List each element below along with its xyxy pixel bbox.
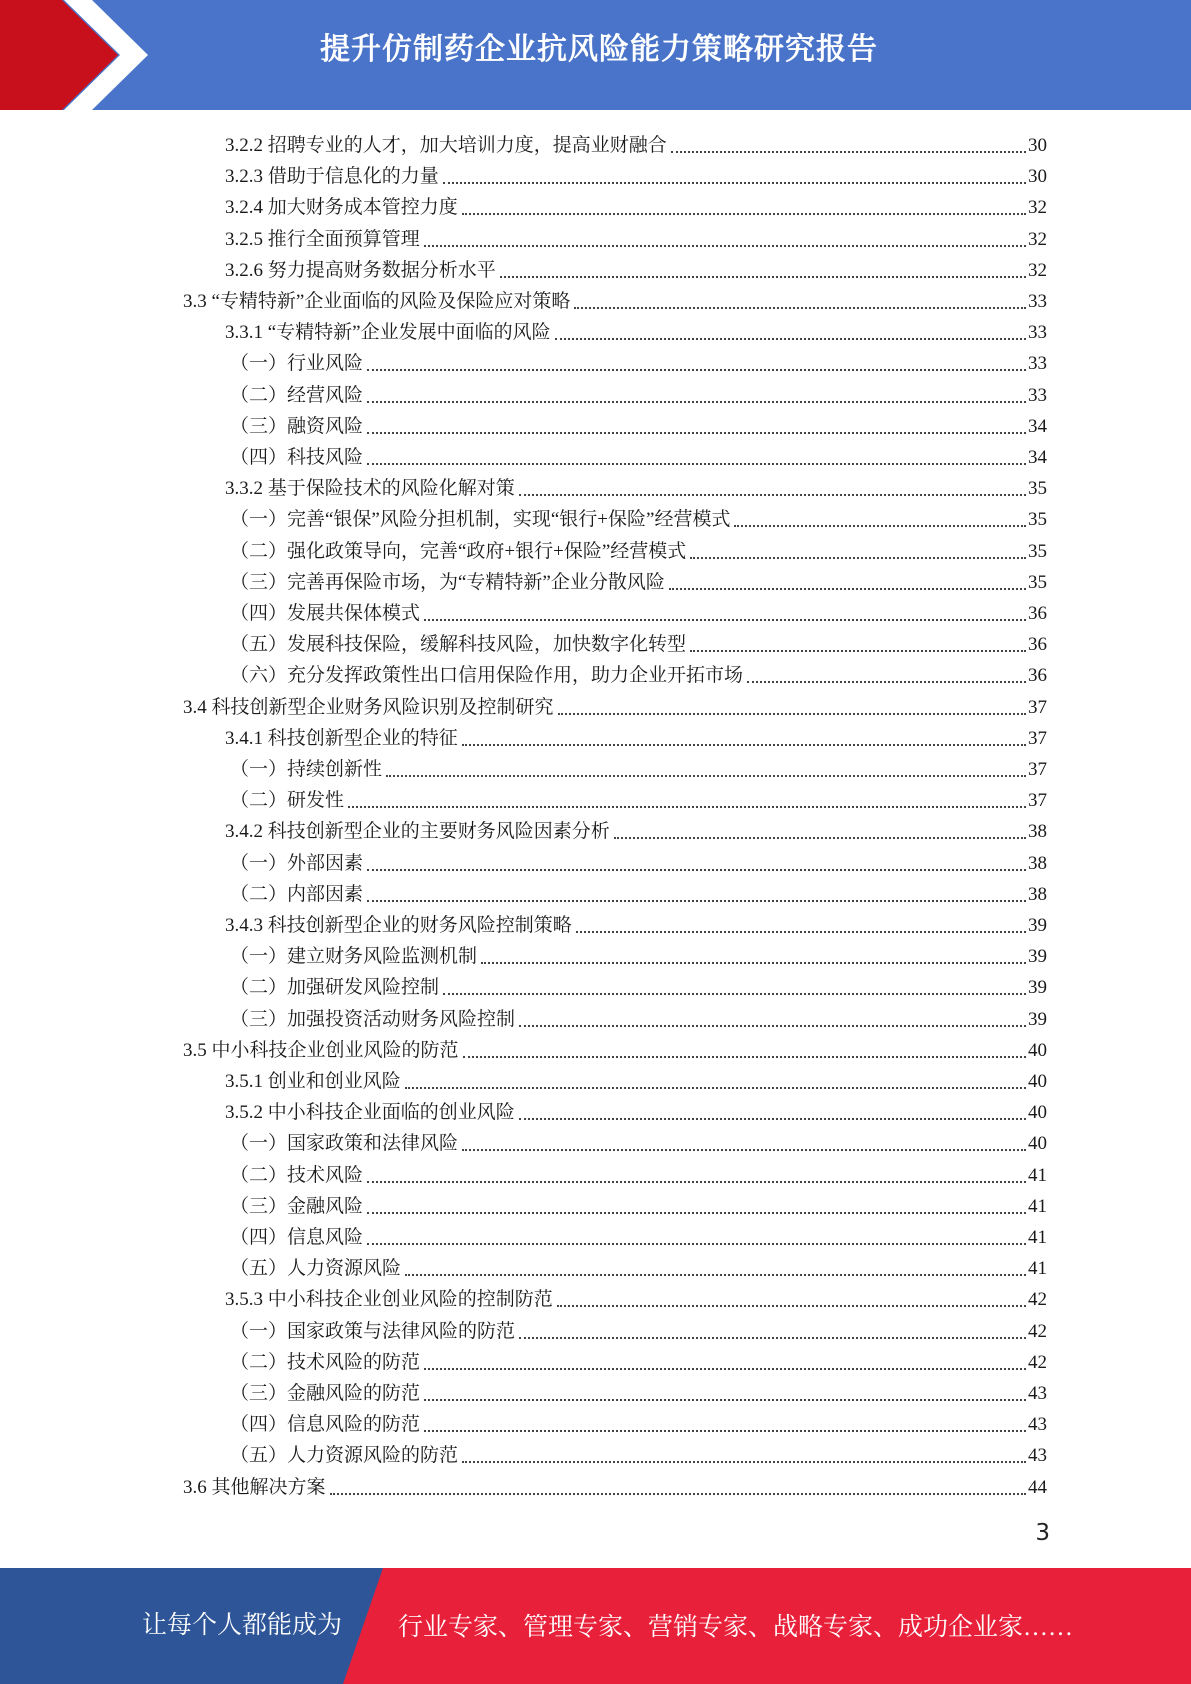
toc-entry-page: 38 [1028,884,1047,905]
toc-dot-leader [576,931,1026,933]
toc-dot-leader [405,1274,1026,1276]
toc-entry-page: 32 [1028,197,1047,218]
toc-entry[interactable] [230,846,1047,877]
toc-entry-page: 38 [1028,821,1047,842]
toc-entry[interactable] [225,1095,1047,1126]
toc-dot-leader [424,1399,1026,1401]
toc-entry-page: 39 [1028,915,1047,936]
toc-entry[interactable] [225,1282,1047,1313]
toc-dot-leader [367,432,1026,434]
toc-entry-title: 3.5.1 创业和创业风险 [225,1071,401,1092]
toc-entry[interactable] [225,471,1047,502]
toc-dot-leader [481,962,1026,964]
toc-entry[interactable] [225,908,1047,939]
toc-entry-page: 38 [1028,853,1047,874]
toc-entry[interactable] [183,1033,1047,1064]
toc-dot-leader [555,338,1026,340]
toc-entry-title: 3.3 “专精特新”企业面临的风险及保险应对策略 [183,291,571,312]
toc-entry[interactable] [225,128,1047,159]
toc-entry[interactable] [230,1158,1047,1189]
toc-entry-page: 40 [1028,1133,1047,1154]
toc-entry-page: 37 [1028,728,1047,749]
toc-dot-leader [690,650,1026,652]
toc-entry-title: （一）完善“银保”风险分担机制，实现“银行+保险”经营模式 [230,509,731,530]
toc-entry-page: 35 [1028,541,1047,562]
toc-entry-title: （二）研发性 [230,790,345,811]
toc-entry-title: （一）建立财务风险监测机制 [230,946,478,967]
toc-dot-leader [367,401,1026,403]
toc-entry[interactable] [230,939,1047,970]
toc-entry-title: （三）融资风险 [230,416,364,437]
toc-dot-leader [348,806,1026,808]
toc-entry-page: 35 [1028,572,1047,593]
toc-entry[interactable] [230,1189,1047,1220]
toc-entry-title: 3.5.2 中小科技企业面临的创业风险 [225,1102,515,1123]
toc-entry-page: 40 [1028,1071,1047,1092]
toc-entry-title: 3.3.1 “专精特新”企业发展中面临的风险 [225,322,551,343]
toc-dot-leader [614,837,1026,839]
toc-dot-leader [367,1243,1026,1245]
toc-entry-page: 33 [1028,353,1047,374]
toc-dot-leader [671,151,1026,153]
toc-entry-page: 30 [1028,135,1047,156]
toc-entry-page: 43 [1028,1383,1047,1404]
toc-entry-title: （三）金融风险的防范 [230,1383,421,1404]
toc-entry-title: （一）国家政策和法律风险 [230,1133,459,1154]
page-number: 3 [1035,1520,1050,1546]
toc-entry-title: 3.5.3 中小科技企业创业风险的控制防范 [225,1289,553,1310]
toc-entry[interactable] [230,1438,1047,1469]
toc-entry-title: （四）科技风险 [230,447,364,468]
toc-entry[interactable] [230,534,1047,565]
toc-entry-title: 3.2.4 加大财务成本管控力度 [225,197,458,218]
toc-dot-leader [330,1493,1026,1495]
toc-entry-page: 39 [1028,977,1047,998]
toc-entry[interactable] [230,1376,1047,1407]
toc-entry-page: 32 [1028,260,1047,281]
toc-dot-leader [463,1056,1026,1058]
toc-dot-leader [462,1149,1026,1151]
toc-entry[interactable] [230,752,1047,783]
toc-entry-title: （三）加强投资活动财务风险控制 [230,1009,516,1030]
toc-entry[interactable] [230,1407,1047,1438]
toc-dot-leader [462,744,1026,746]
toc-entry-title: （五）人力资源风险 [230,1258,402,1279]
footer-slogan-left: 让每个人都能成为 [142,1612,343,1639]
toc-entry-title: 3.4 科技创新型企业财务风险识别及控制研究 [183,697,554,718]
toc-dot-leader [669,588,1026,590]
toc-dot-leader [367,869,1026,871]
toc-entry-title: 3.4.3 科技创新型企业的财务风险控制策略 [225,915,572,936]
toc-entry-page: 33 [1028,385,1047,406]
toc-entry[interactable] [183,284,1047,315]
toc-entry-page: 37 [1028,759,1047,780]
toc-entry-page: 37 [1028,697,1047,718]
toc-entry-title: 3.4.1 科技创新型企业的特征 [225,728,458,749]
toc-entry[interactable] [230,1220,1047,1251]
toc-dot-leader [424,1368,1026,1370]
toc-entry[interactable] [230,1002,1047,1033]
toc-dot-leader [557,1305,1026,1307]
toc-entry[interactable] [230,378,1047,409]
toc-dot-leader [424,619,1026,621]
toc-entry-title: （四）发展共保体模式 [230,603,421,624]
toc-entry-page: 37 [1028,790,1047,811]
toc-entry-page: 34 [1028,447,1047,468]
toc-entry[interactable] [225,190,1047,221]
toc-dot-leader [519,1025,1026,1027]
toc-entry-page: 30 [1028,166,1047,187]
toc-dot-leader [443,993,1026,995]
toc-entry-title: （五）人力资源风险的防范 [230,1445,459,1466]
toc-dot-leader [367,900,1026,902]
toc-dot-leader [558,713,1026,715]
toc-entry-page: 35 [1028,478,1047,499]
toc-entry[interactable] [230,783,1047,814]
toc-entry-title: （五）发展科技保险，缓解科技风险，加快数字化转型 [230,634,687,655]
toc-entry-page: 36 [1028,603,1047,624]
toc-entry-title: 3.2.6 努力提高财务数据分析水平 [225,260,496,281]
toc-entry[interactable] [230,1314,1047,1345]
toc-entry-page: 33 [1028,322,1047,343]
toc-entry-title: （四）信息风险 [230,1227,364,1248]
toc-entry-page: 43 [1028,1445,1047,1466]
toc-entry-title: （四）信息风险的防范 [230,1414,421,1435]
toc-dot-leader [367,1212,1026,1214]
toc-dot-leader [367,1181,1026,1183]
toc-entry-title: （二）技术风险 [230,1165,364,1186]
toc-entry[interactable] [225,253,1047,284]
toc-entry-title: （二）强化政策导向，完善“政府+银行+保险”经营模式 [230,541,687,562]
toc-entry[interactable] [230,596,1047,627]
toc-entry[interactable] [230,1251,1047,1282]
toc-entry-page: 42 [1028,1289,1047,1310]
toc-dot-leader [367,369,1026,371]
toc-entry[interactable] [230,627,1047,658]
toc-entry-page: 32 [1028,229,1047,250]
toc-dot-leader [462,213,1026,215]
toc-entry-page: 36 [1028,665,1047,686]
header-arrow-decoration [0,0,160,110]
footer-slogan-right: 行业专家、管理专家、营销专家、战略专家、成功企业家…… [398,1614,1074,1641]
toc-dot-leader [386,775,1026,777]
toc-dot-leader [519,1118,1026,1120]
toc-entry-title: 3.2.5 推行全面预算管理 [225,229,420,250]
toc-entry-title: （二）加强研发风险控制 [230,977,440,998]
toc-dot-leader [405,1087,1026,1089]
toc-entry-title: （六）充分发挥政策性出口信用保险作用，助力企业开拓市场 [230,665,744,686]
toc-entry-title: 3.5 中小科技企业创业风险的防范 [183,1040,459,1061]
toc-entry-title: （一）外部因素 [230,853,364,874]
toc-entry[interactable] [230,970,1047,1001]
toc-entry[interactable] [230,565,1047,596]
toc-entry[interactable] [225,814,1047,845]
toc-entry-page: 36 [1028,634,1047,655]
toc-entry-page: 41 [1028,1165,1047,1186]
toc-entry[interactable] [230,658,1047,689]
toc-entry-title: 3.2.3 借助于信息化的力量 [225,166,439,187]
toc-entry-page: 35 [1028,509,1047,530]
toc-entry-page: 43 [1028,1414,1047,1435]
toc-entry[interactable] [230,1126,1047,1157]
toc-dot-leader [747,681,1026,683]
toc-entry-title: （二）内部因素 [230,884,364,905]
toc-dot-leader [519,494,1026,496]
page-footer [0,1568,1191,1684]
toc-entry-title: （一）国家政策与法律风险的防范 [230,1321,516,1342]
toc-dot-leader [443,182,1026,184]
toc-entry-page: 33 [1028,291,1047,312]
toc-dot-leader [424,245,1026,247]
toc-dot-leader [500,276,1026,278]
toc-entry-title: （一）持续创新性 [230,759,383,780]
toc-entry-page: 42 [1028,1321,1047,1342]
toc-entry-page: 40 [1028,1040,1047,1061]
toc-entry-title: （一）行业风险 [230,353,364,374]
toc-entry-page: 44 [1028,1477,1047,1498]
toc-entry-title: （三）金融风险 [230,1196,364,1217]
toc-entry-title: （二）经营风险 [230,385,364,406]
toc-dot-leader [690,557,1026,559]
toc-entry[interactable] [183,690,1047,721]
toc-entry[interactable] [230,877,1047,908]
toc-dot-leader [574,307,1026,309]
toc-entry[interactable] [225,315,1047,346]
toc-entry-page: 39 [1028,946,1047,967]
toc-entry[interactable] [183,1470,1047,1501]
toc-entry-title: 3.4.2 科技创新型企业的主要财务风险因素分析 [225,821,610,842]
toc-entry[interactable] [225,222,1047,253]
toc-entry-title: 3.3.2 基于保险技术的风险化解对策 [225,478,515,499]
toc-entry-title: 3.2.2 招聘专业的人才，加大培训力度，提高业财融合 [225,135,667,156]
toc-dot-leader [367,463,1026,465]
toc-dot-leader [462,1461,1026,1463]
toc-entry[interactable] [230,502,1047,533]
toc-entry-title: （二）技术风险的防范 [230,1352,421,1373]
toc-entry-page: 41 [1028,1227,1047,1248]
toc-entry-page: 41 [1028,1258,1047,1279]
toc-dot-leader [424,1430,1026,1432]
toc-entry-page: 41 [1028,1196,1047,1217]
toc-entry-title: （三）完善再保险市场，为“专精特新”企业分散风险 [230,572,665,593]
toc-entry-page: 40 [1028,1102,1047,1123]
toc-entry[interactable] [225,1064,1047,1095]
toc-dot-leader [734,525,1026,527]
toc-entry[interactable] [225,721,1047,752]
toc-entry-page: 39 [1028,1009,1047,1030]
document-title: 提升仿制药企业抗风险能力策略研究报告 [320,32,878,67]
toc-entry[interactable] [225,159,1047,190]
toc-entry[interactable] [230,346,1047,377]
toc-entry-page: 42 [1028,1352,1047,1373]
page-header [0,0,1191,110]
toc-entry[interactable] [230,1345,1047,1376]
toc-entry[interactable] [230,440,1047,471]
toc-entry-page: 34 [1028,416,1047,437]
toc-entry[interactable] [230,409,1047,440]
toc-entry-title: 3.6 其他解决方案 [183,1477,326,1498]
toc-dot-leader [519,1337,1026,1339]
